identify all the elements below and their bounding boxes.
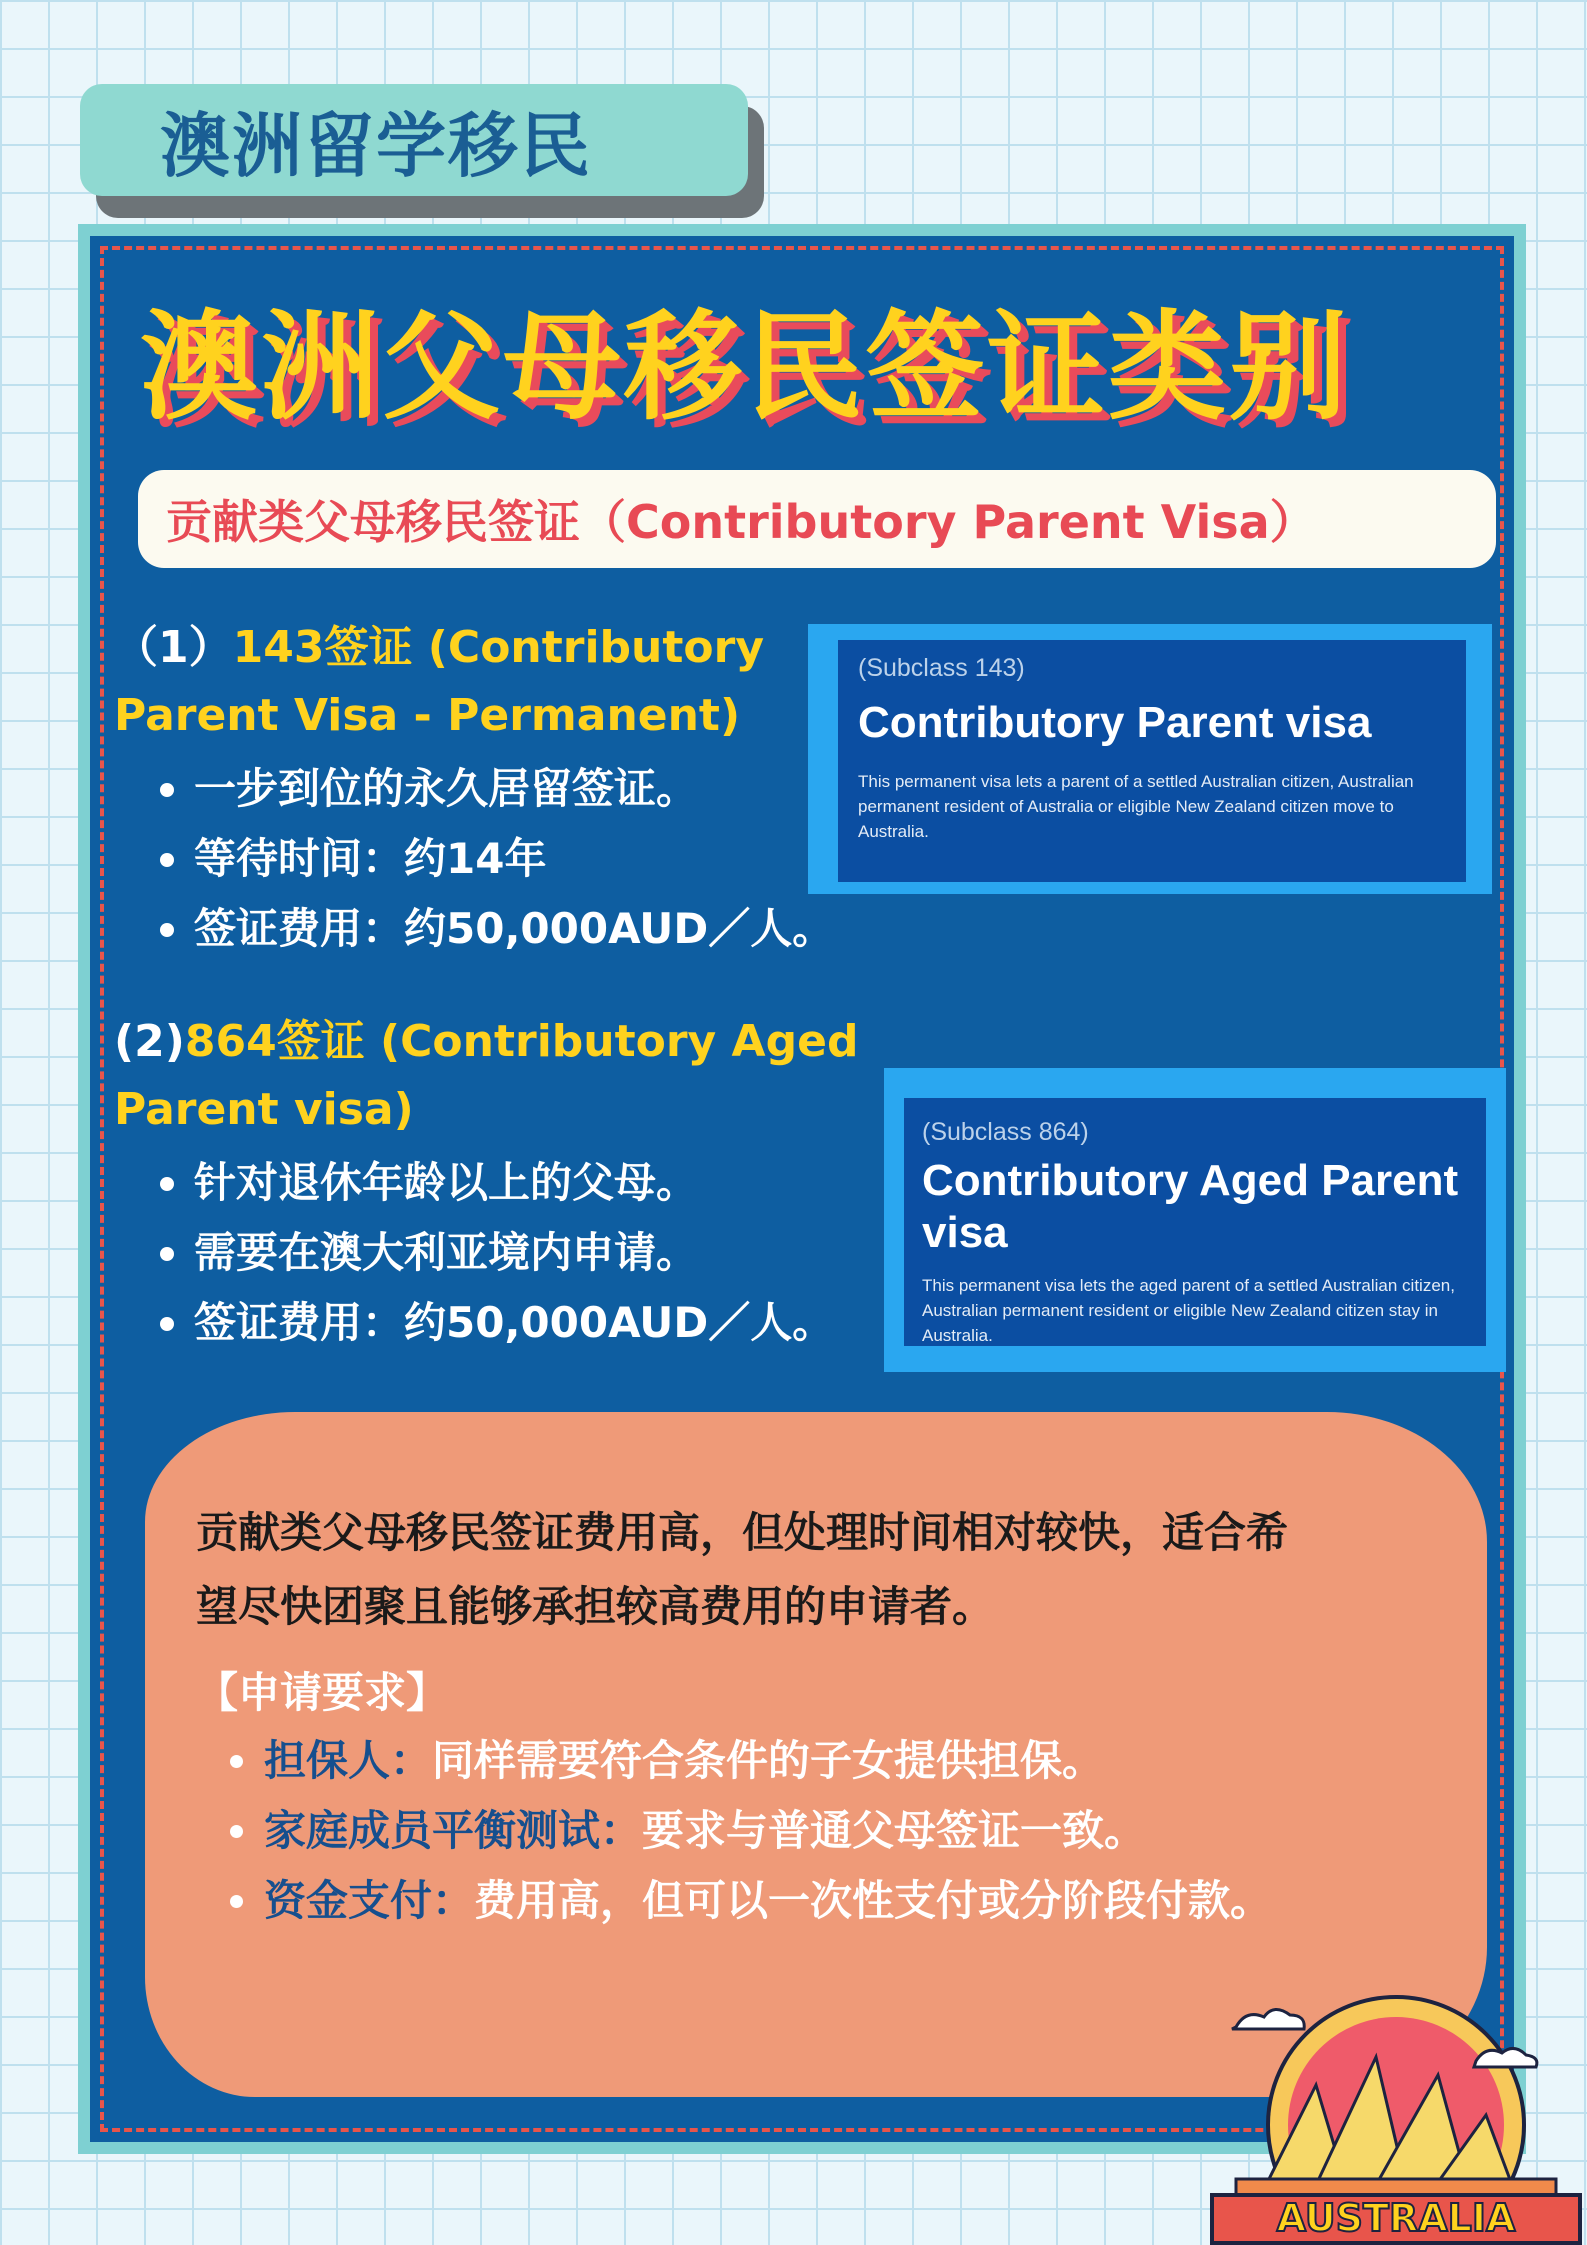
section2-number: (2) <box>114 1016 185 1067</box>
requirements-list <box>222 1726 1272 1936</box>
requirement-text: 要求与普通父母签证一致。 <box>642 1806 1147 1855</box>
list-item: 一步到位的永久居留签证。 <box>150 754 834 824</box>
visa143-card <box>838 640 1466 882</box>
list-item: 等待时间：约14年 <box>150 824 834 894</box>
sticker-label: AUSTRALIA <box>1276 2196 1516 2240</box>
page-title: 澳洲父母移民签证类别 <box>140 298 1351 436</box>
australia-opera-house-sticker <box>1206 1965 1586 2245</box>
summary-text <box>196 1496 1456 1644</box>
requirement-key: 担保人： <box>264 1736 433 1785</box>
cloud-icon <box>1474 2048 1537 2067</box>
requirement-text: 同样需要符合条件的子女提供担保。 <box>432 1736 1105 1785</box>
subtitle-banner <box>138 470 1496 568</box>
visa143-subclass: (Subclass 143) <box>858 654 1025 682</box>
visa143-card-desc: This permanent visa lets a parent of a settled Australian citizen, Australian permanent resident of Australia or eligible New Zealand citizen move to Australia. <box>858 772 1414 841</box>
section1-heading <box>114 614 764 750</box>
visa864-card <box>904 1098 1486 1346</box>
section1-number: （1） <box>114 622 233 673</box>
section2-heading <box>114 1008 858 1144</box>
visa864-card-title-line1: Contributory Aged Parent <box>922 1156 1459 1205</box>
requirements-heading: 【申请要求】 <box>196 1668 449 1717</box>
section1-bullets <box>150 754 834 964</box>
requirement-key: 家庭成员平衡测试： <box>264 1806 643 1855</box>
section1-title-line1: 143签证 (Contributory <box>232 622 765 673</box>
requirement-key: 资金支付： <box>264 1876 475 1925</box>
list-item <box>222 1796 1272 1866</box>
list-item: 需要在澳大利亚境内申请。 <box>150 1218 834 1288</box>
list-item <box>222 1866 1272 1936</box>
requirement-text: 费用高，但可以一次性支付或分阶段付款。 <box>474 1876 1273 1925</box>
summary-line2: 望尽快团聚且能够承担较高费用的申请者。 <box>196 1582 995 1631</box>
section2-bullets <box>150 1148 834 1358</box>
cloud-icon <box>1232 2009 1304 2029</box>
visa864-card-desc: This permanent visa lets the aged parent of a settled Australian citizen, Australian permanent resident or eligible New Zealand citizen stay in Australia. <box>922 1276 1455 1345</box>
list-item <box>222 1726 1272 1796</box>
visa864-card-title-line2: visa <box>922 1208 1008 1257</box>
summary-line1: 贡献类父母移民签证费用高，但处理时间相对较快，适合希 <box>196 1508 1289 1557</box>
list-item: 签证费用：约50,000AUD／人。 <box>150 1288 834 1358</box>
category-tag-label: 澳洲留学移民 <box>160 104 592 187</box>
subtitle-banner-text: 贡献类父母移民签证（Contributory Parent Visa） <box>166 495 1316 549</box>
visa864-subclass: (Subclass 864) <box>922 1118 1089 1146</box>
section2-title-line1: 864签证 (Contributory Aged <box>184 1016 859 1067</box>
visa143-card-title: Contributory Parent visa <box>858 698 1372 747</box>
section2-title-line2: Parent visa) <box>114 1084 414 1135</box>
list-item: 签证费用：约50,000AUD／人。 <box>150 894 834 964</box>
category-tag <box>80 84 748 196</box>
list-item: 针对退休年龄以上的父母。 <box>150 1148 834 1218</box>
section1-title-line2: Parent Visa - Permanent) <box>114 690 741 741</box>
